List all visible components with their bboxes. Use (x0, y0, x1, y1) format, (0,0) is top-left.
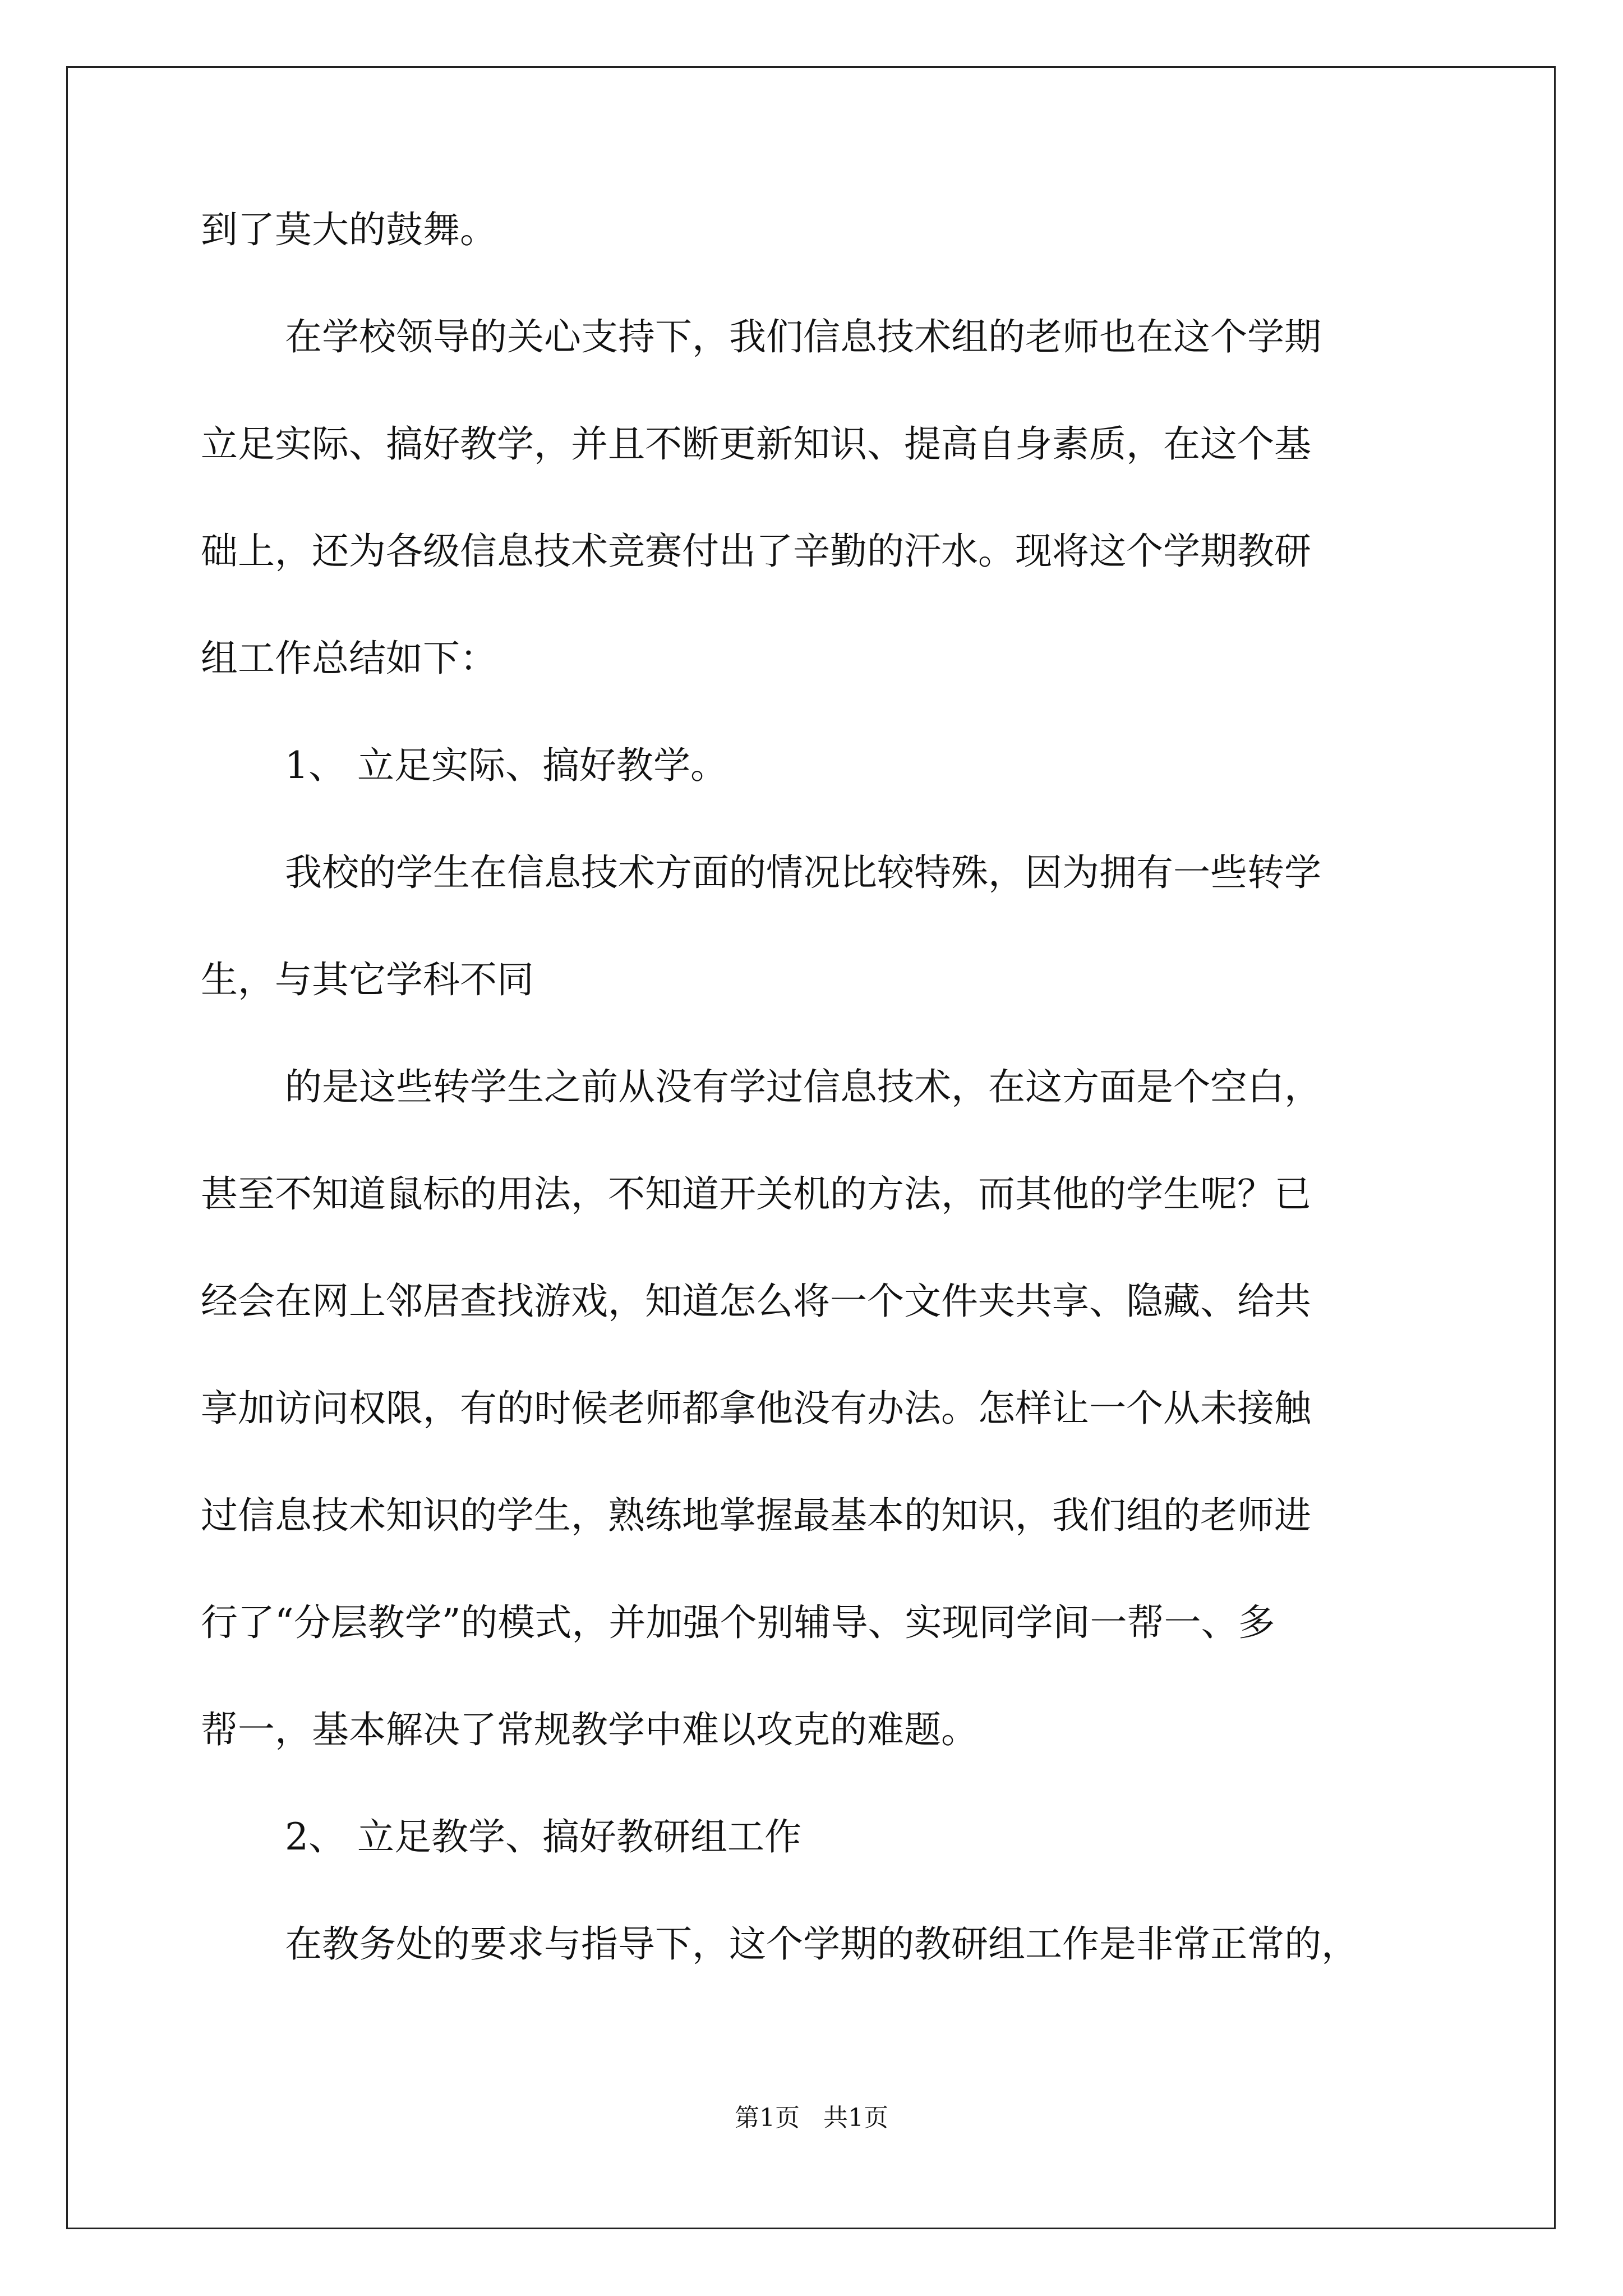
text-line: 享加访问权限，有的时候老师都拿他没有办法。怎样让一个从未接触 (201, 1387, 1311, 1430)
page-border (66, 66, 1556, 2229)
text-line: 组工作总结如下： (201, 637, 497, 680)
text-line: 经会在网上邻居查找游戏，知道怎么将一个文件夹共享、隐藏、给共 (201, 1280, 1311, 1323)
text-line: 我校的学生在信息技术方面的情况比较特殊，因为拥有一些转学 (285, 851, 1321, 894)
text-line: 在教务处的要求与指导下，这个学期的教研组工作是非常正常的， (285, 1922, 1358, 1966)
section-heading: 1、 立足实际、搞好教学。 (285, 744, 727, 787)
text-line: 在学校领导的关心支持下，我们信息技术组的老师也在这个学期 (285, 315, 1321, 358)
text-line: 生，与其它学科不同 (201, 958, 534, 1001)
text-line: 甚至不知道鼠标的用法，不知道开关机的方法，而其他的学生呢？已 (201, 1172, 1311, 1216)
text-line: 立足实际、搞好教学，并且不断更新知识、提高自身素质，在这个基 (201, 422, 1311, 466)
text-line: 础上，还为各级信息技术竞赛付出了辛勤的汗水。现将这个学期教研 (201, 530, 1311, 573)
page-number-footer: 第1页 共1页 (735, 2104, 888, 2132)
text-line: 行了“分层教学”的模式，并加强个别辅导、实现同学间一帮一、多 (201, 1601, 1275, 1644)
text-line: 过信息技术知识的学生，熟练地掌握最基本的知识，我们组的老师进 (201, 1494, 1311, 1537)
text-line: 到了莫大的鼓舞。 (201, 208, 497, 251)
text-line: 帮一，基本解决了常规教学中难以攻克的难题。 (201, 1708, 978, 1751)
section-heading: 2、 立足教学、搞好教研组工作 (285, 1815, 801, 1858)
text-line: 的是这些转学生之前从没有学过信息技术，在这方面是个空白， (285, 1065, 1321, 1108)
